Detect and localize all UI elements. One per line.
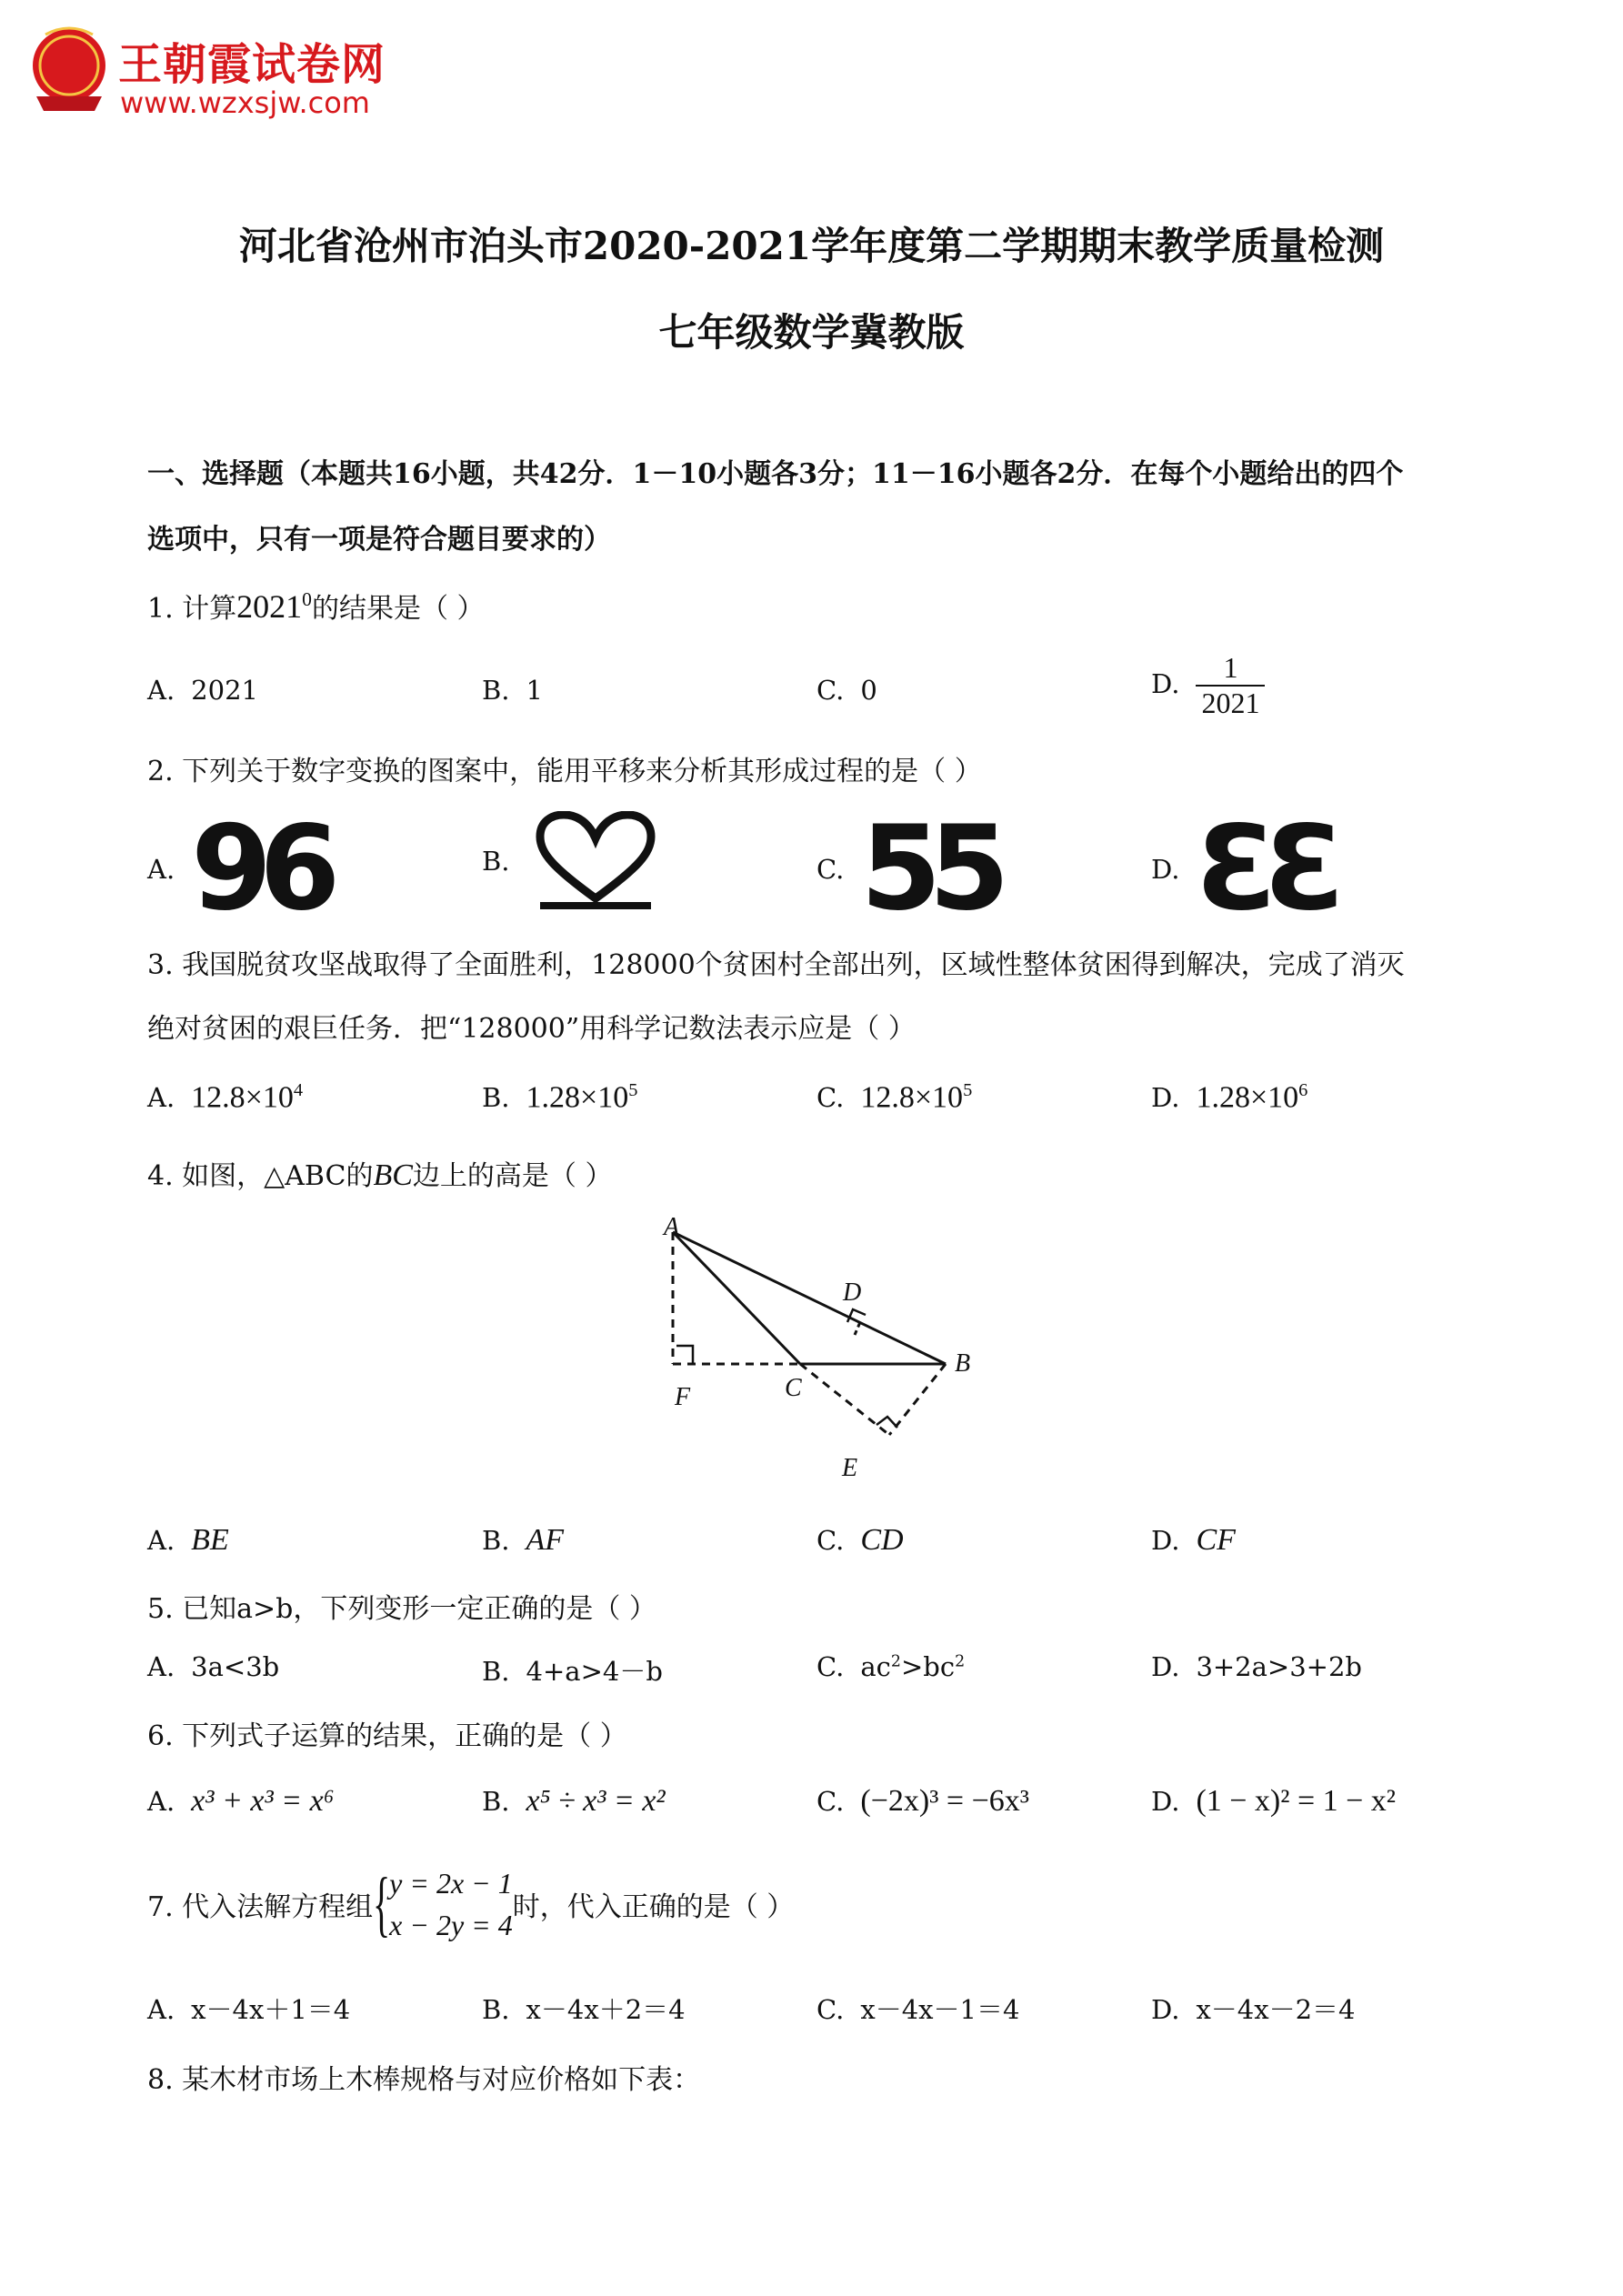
value-base: 12.8×10 [860,1080,964,1115]
option-value: x－4x－1＝4 [860,1994,1020,2025]
q4-option-d[interactable] [1151,1523,1236,1558]
q4-stem-var: BC [373,1158,413,1192]
value-base: 12.8×10 [191,1080,294,1115]
option-value: x－4x＋1＝4 [191,1994,351,2025]
option-value [191,1080,303,1115]
q2-option-b[interactable] [482,811,656,911]
question-6-stem: 6. 下列式子运算的结果，正确的是（ ） [147,1720,627,1752]
q7-option-a[interactable] [147,1990,350,2027]
option-label: C. [817,854,845,885]
question-8-stem: 8. 某木材市场上木棒规格与对应价格如下表： [147,2064,701,2096]
section-heading-line1: 一、选择题（本题共16小题，共42分．1－10小题各3分；11－16小题各2分．在每个小题给出的四个 [147,458,1404,490]
option-label: A. [147,1082,175,1114]
option-label: A. [147,1525,175,1556]
option-label: C. [817,675,845,706]
option-label: C. [817,1525,845,1556]
question-7-stem [147,1862,794,1946]
triangle-figure [636,1209,1000,1500]
question-1-stem [147,586,485,626]
section-heading-line2: 选项中，只有一项是符合题目要求的） [147,524,611,556]
q4-stem-post: 边上的高是（ ） [412,1160,613,1192]
option-value: 4+a>4－b [526,1656,663,1687]
option-label: D. [1151,1786,1180,1817]
heart-pattern-icon [535,811,656,911]
page-subtitle: 七年级数学冀教版 [658,310,965,355]
option-label: C. [817,1651,845,1682]
value-exp: 5 [628,1080,638,1100]
question-5-stem: 5. 已知a>b，下列变形一定正确的是（ ） [147,1593,656,1625]
q1-base: 2021 [236,588,303,625]
option-label: A. [147,675,175,706]
q5-option-d[interactable] [1151,1651,1362,1682]
option-value: 3+2a>3+2b [1196,1651,1362,1682]
option-value: x－4x＋2＝4 [526,1994,686,2025]
q5-option-a[interactable] [147,1651,279,1682]
option-value [1196,1080,1307,1115]
option-label: A. [147,1651,175,1682]
label-d: D [843,1278,862,1307]
q7-suffix: 时，代入正确的是（ ） [512,1891,795,1923]
equation-1: y = 2x − 1 [389,1867,513,1900]
right-angle-e [877,1417,897,1428]
option-value: AF [526,1523,565,1557]
seal-logo-icon [27,25,115,116]
fraction-denominator: 2021 [1201,687,1260,719]
q2-option-d[interactable] [1151,801,1333,937]
q4-option-b[interactable] [482,1523,564,1558]
question-2-stem: 2. 下列关于数字变换的图案中，能用平移来分析其形成过程的是（ ） [147,756,982,787]
option-value: 3a<3b [191,1651,280,1682]
option-glyph: 96 [191,801,328,937]
option-value: (−2x)³ = −6x³ [860,1784,1029,1818]
q5-option-c[interactable] [817,1651,965,1682]
value-exp: 2 [890,1652,901,1671]
q7-option-d[interactable] [1151,1990,1356,2027]
option-value: x³ + x³ = x⁶ [191,1784,335,1818]
option-value: 0 [860,675,877,706]
q1-suffix: 的结果是（ ） [311,593,485,625]
label-b: B [955,1349,971,1378]
extension-ce [800,1364,889,1435]
equation-2: x − 2y = 4 [389,1909,513,1941]
option-value [860,1080,972,1115]
option-label: B. [482,1786,510,1817]
question-4-stem [147,1153,612,1193]
label-a: A [664,1213,680,1241]
q4-option-c[interactable] [817,1523,904,1558]
question-3-stem-line2: 绝对贫困的艰巨任务．把“128000”用科学记数法表示应是（ ） [147,1013,916,1045]
option-label: A. [147,854,175,885]
value-exp: 4 [293,1080,304,1100]
label-c: C [785,1374,802,1402]
q6-option-d[interactable] [1151,1784,1396,1819]
q3-option-c[interactable] [817,1080,972,1115]
option-label: D. [1151,1525,1180,1556]
option-label: C. [817,1082,845,1114]
q4-option-a[interactable] [147,1523,229,1558]
q1-option-b[interactable] [482,675,543,706]
option-value: CF [1196,1523,1236,1557]
q2-option-c[interactable] [817,801,997,937]
option-label: D. [1151,1994,1180,2025]
q2-option-a[interactable] [147,801,328,937]
option-label: D. [1151,1082,1180,1114]
q7-prefix: 7. 代入法解方程组 [147,1891,374,1923]
value-base: 1.28×10 [526,1080,629,1115]
q6-option-c[interactable] [817,1784,1029,1819]
right-angle-f [676,1346,693,1364]
q3-option-a[interactable] [147,1080,303,1115]
option-label: A. [147,1994,175,2025]
option-value [860,1651,965,1682]
option-label: D. [1151,668,1180,699]
option-value: x－4x－2＝4 [1196,1994,1356,2025]
q4-stem-pre: 4. 如图，△ABC的 [147,1160,374,1192]
equation-system [373,1862,513,1946]
option-label: B. [482,1994,510,2025]
q1-exp: 0 [302,588,312,610]
value-exp: 6 [1298,1080,1308,1100]
option-label: B. [482,1525,510,1556]
page-title: 河北省沧州市泊头市2020-2021学年度第二学期期末教学质量检测 [238,224,1385,268]
option-glyph: ƐƐ [1196,801,1333,937]
height-be [889,1364,946,1435]
brace-icon: { [373,1864,391,1944]
option-label: C. [817,1994,845,2025]
option-value: CD [860,1523,904,1557]
value-exp: 2 [955,1652,966,1671]
q3-option-d[interactable] [1151,1080,1307,1115]
fraction [1196,651,1265,720]
label-f: F [675,1383,691,1411]
q7-option-c[interactable] [817,1990,1019,2027]
brand-url: www.wzxsjw.com [120,85,370,120]
q1-option-a[interactable] [147,675,258,706]
section-heading [147,442,1493,573]
q6-option-b[interactable] [482,1784,666,1819]
option-label: D. [1151,854,1180,885]
q7-option-b[interactable] [482,1990,686,2027]
segment-ab [673,1232,946,1364]
option-label: B. [482,675,510,706]
option-value: 1 [526,675,543,706]
option-value [526,1080,638,1115]
option-value: BE [191,1523,229,1557]
brand-name: 王朝霞试卷网 [118,39,386,90]
perp-d [855,1322,860,1335]
option-glyph: 55 [860,801,997,937]
fraction-numerator: 1 [1196,651,1265,687]
option-label: D. [1151,1651,1180,1682]
value-part: ac [860,1651,891,1682]
question-3-stem-line1: 3. 我国脱贫攻坚战取得了全面胜利，128000个贫困村全部出列，区域性整体贫困得到解决，完成了消灭 [147,949,1405,981]
option-value: x⁵ ÷ x³ = x² [526,1784,666,1818]
site-logo [27,25,409,125]
option-value: (1 − x)² = 1 − x² [1196,1784,1396,1818]
option-label: C. [817,1786,845,1817]
segment-ac [673,1232,800,1364]
q5-option-b[interactable] [482,1651,663,1689]
value-part: >bc [900,1651,956,1682]
q1-expr [236,587,312,626]
q3-option-b[interactable] [482,1080,637,1115]
value-base: 1.28×10 [1196,1080,1299,1115]
label-e: E [842,1454,858,1482]
option-label: B. [482,846,510,877]
q6-option-a[interactable] [147,1784,335,1819]
q1-option-c[interactable] [817,675,877,706]
q1-option-d[interactable] [1151,651,1265,720]
q1-prefix: 1. 计算 [147,593,237,625]
value-exp: 5 [963,1080,973,1100]
option-label: B. [482,1082,510,1114]
option-label: A. [147,1786,175,1817]
option-label: B. [482,1656,510,1687]
option-value: 2021 [191,675,258,706]
